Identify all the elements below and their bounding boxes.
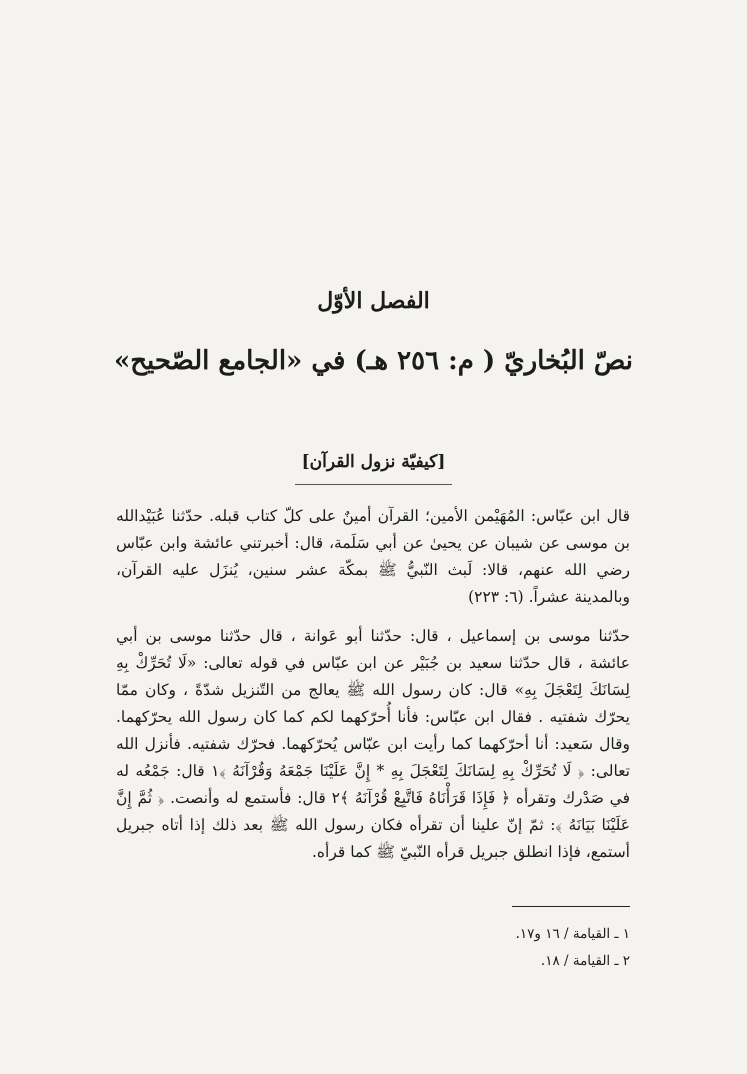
- body-text: [116, 503, 630, 878]
- chapter-title: الفصل الأوّل: [317, 288, 430, 314]
- footnote-1: ١ ـ القيامة / ١٦ و١٧.: [515, 926, 630, 942]
- paragraph-1: قال ابن عبّاس: المُهَيْمن الأمين؛ القرآن أمينٌ على كلّ كتاب قبله. حدّثنا عُبَيْدالله بن موسى عن شيبان عن يحيىٰ عن أبي سَلَمة، قال: أخبرتني عائشة وابن عبّاس رضي الله عنهم، قالا: لَبث النّبيُّ ﷺ بمكّة عشر سنين، يُنزَل عليه القرآن، وبالمدينة عشراً. (٦: ٢٢٣): [116, 507, 630, 606]
- subsection-heading: [كيفيّة نزول القرآن]: [301, 452, 446, 472]
- bleed-through-background: [110, 70, 670, 442]
- section-heading: نصّ البُخاريّ ( م: ٢٥٦ هـ) في «الجامع الصّحيح»: [114, 346, 633, 376]
- subheading-underline: [295, 484, 452, 485]
- footnote-separator: [512, 906, 630, 907]
- footnote-2: ٢ ـ القيامة / ١٨.: [540, 953, 630, 969]
- paragraph-2: حدّثنا موسى بن إسماعيل ، قال: حدّثنا أبو عَوانة ، قال حدّثنا موسى بن أبي عائشة ، قال حدّثنا سعيد بن جُبَيْر عن ابن عبّاس في قوله تعالى: «لَا تُحَرِّكْ بِهِ لِسَانَكَ لِتَعْجَلَ بِهِ» قال: كان رسول الله ﷺ يعالج من التّنزيل شدّةً ، وكان ممّا يحرّك شفتيه . فقال ابن عبّاس: فأنا أُحرّكهما لكم كما كان رسول الله يحرّكهما. وقال سَعيد: أنا أحرّكهما كما رأيت ابن عبّاس يُحرّكهما. فحرّك شفتيه. فأنزل الله تعالى: ﴿ لَا تُحَرِّكْ بِهِ لِسَانَكَ لِتَعْجَلَ بِهِ * إِنَّ عَلَيْنَا جَمْعَهُ وَقُرْآنَهُ ﴾١ قال: جَمْعُه له في صَدْرك وتقرأه ﴿ فَإِذَا قَرَأْنَاهُ فَاتَّبِعْ قُرْآنَهُ ﴾٢ قال: فأستمع له وأنصت. ﴿ ثُمَّ إِنَّ عَلَيْنَا بَيَانَهُ ﴾: ثمّ إنّ علينا أن تقرأه فكان رسول الله ﷺ بعد ذلك إذا أتاه جبريل أستمع، فإذا انطلق جبريل قرأه النّبيّ ﷺ كما قرأه.: [116, 627, 630, 861]
- footnotes: [116, 921, 630, 975]
